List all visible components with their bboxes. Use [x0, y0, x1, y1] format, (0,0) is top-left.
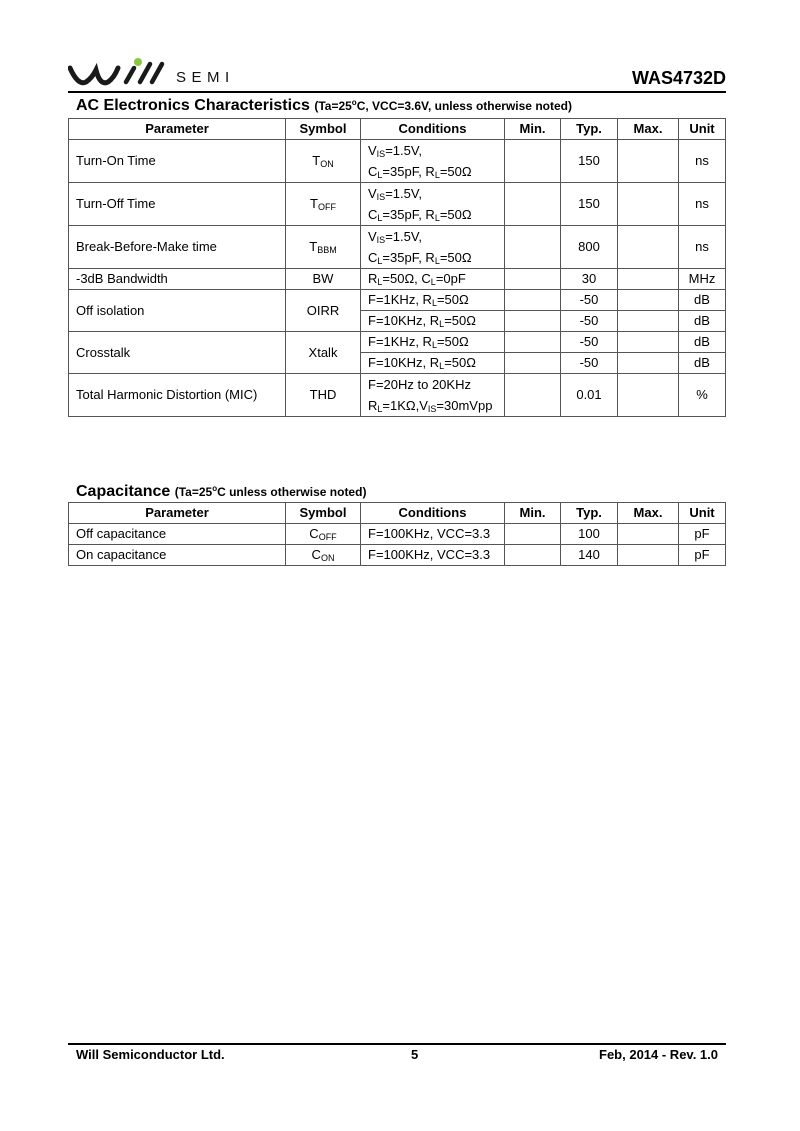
table-row — [69, 183, 726, 226]
min-cell — [505, 269, 561, 290]
typ-cell: 0.01 — [561, 374, 618, 417]
col-header: Max. — [618, 119, 679, 140]
max-cell — [618, 545, 679, 566]
table-header-row — [69, 503, 726, 524]
typ-cell: 30 — [561, 269, 618, 290]
symbol-cell: $C_{OFF}$ — [286, 524, 361, 545]
conditions-cell: $V_{IS}=1.5V$, $C_L=35pF$, $R_L=50\Omega$ — [361, 183, 505, 226]
param-cell: Crosstalk — [69, 332, 286, 374]
typ-cell: 140 — [561, 545, 618, 566]
document-id: WAS4732D — [631, 68, 726, 88]
col-header: Typ. — [561, 119, 618, 140]
symbol-cell: OIRR — [286, 290, 361, 332]
param-cell: Break-Before-Make time — [69, 226, 286, 269]
col-header: Max. — [618, 503, 679, 524]
col-header: Conditions — [361, 503, 505, 524]
col-header: Typ. — [561, 503, 618, 524]
conditions-cell: F=1KHz, $R_L=50\Omega$ — [361, 290, 505, 311]
conditions-cell: $V_{IS}=1.5V$, $C_L=35pF$, $R_L=50\Omega$ — [361, 226, 505, 269]
symbol-cell: $C_{ON}$ — [286, 545, 361, 566]
symbol-cell: $T_{OFF}$ — [286, 183, 361, 226]
col-header: Unit — [679, 503, 726, 524]
min-cell — [505, 374, 561, 417]
typ-cell: -50 — [561, 290, 618, 311]
typ-cell: 800 — [561, 226, 618, 269]
symbol-cell: $T_{ON}$ — [286, 140, 361, 183]
conditions-cell: F=1KHz, $R_L=50\Omega$ — [361, 332, 505, 353]
param-cell: Off isolation — [69, 290, 286, 332]
param-cell: On capacitance — [69, 545, 286, 566]
symbol-cell: $T_{BBM}$ — [286, 226, 361, 269]
footer-page-number: 5 — [411, 1047, 419, 1062]
conditions-cell: F=10KHz, $R_L=50\Omega$ — [361, 353, 505, 374]
unit-cell: ns — [679, 140, 726, 183]
footer-rule — [68, 1043, 726, 1045]
conditions-cell: F=100KHz, VCC=3.3 — [361, 524, 505, 545]
table-header-row — [69, 119, 726, 140]
typ-cell: -50 — [561, 353, 618, 374]
unit-cell: dB — [679, 311, 726, 332]
max-cell — [618, 269, 679, 290]
table-row — [69, 524, 726, 545]
min-cell — [505, 332, 561, 353]
max-cell — [618, 311, 679, 332]
param-cell: Off capacitance — [69, 524, 286, 545]
unit-cell: pF — [679, 524, 726, 545]
param-cell: -3dB Bandwidth — [69, 269, 286, 290]
typ-cell: -50 — [561, 311, 618, 332]
conditions-cell: F=10KHz, $R_L=50\Omega$ — [361, 311, 505, 332]
col-header: Min. — [505, 119, 561, 140]
min-cell — [505, 545, 561, 566]
min-cell — [505, 311, 561, 332]
footer-revision: Feb, 2014 - Rev. 1.0 — [599, 1047, 718, 1062]
max-cell — [618, 290, 679, 311]
max-cell — [618, 524, 679, 545]
table-row — [69, 140, 726, 183]
unit-cell: dB — [679, 353, 726, 374]
unit-cell: % — [679, 374, 726, 417]
symbol-cell: BW — [286, 269, 361, 290]
capacitance-section-title: Capacitance ($Ta=25^oC$ unless otherwise noted) — [76, 483, 367, 500]
table-row — [69, 290, 726, 311]
min-cell — [505, 524, 561, 545]
max-cell — [618, 226, 679, 269]
table-row — [69, 226, 726, 269]
max-cell — [618, 353, 679, 374]
col-header: Unit — [679, 119, 726, 140]
min-cell — [505, 183, 561, 226]
conditions-cell: F=100KHz, VCC=3.3 — [361, 545, 505, 566]
typ-cell: 100 — [561, 524, 618, 545]
col-header: Parameter — [69, 119, 286, 140]
ac-characteristics-table — [68, 118, 726, 417]
symbol-cell: THD — [286, 374, 361, 417]
col-header: Symbol — [286, 119, 361, 140]
max-cell — [618, 332, 679, 353]
max-cell — [618, 183, 679, 226]
unit-cell: dB — [679, 290, 726, 311]
min-cell — [505, 353, 561, 374]
max-cell — [618, 140, 679, 183]
footer-company: Will Semiconductor Ltd. — [76, 1047, 225, 1062]
conditions-cell: F=20Hz to 20KHz $R_L=1K\Omega,V_{IS}=30mVpp$ — [361, 374, 505, 417]
table-row — [69, 545, 726, 566]
typ-cell: 150 — [561, 183, 618, 226]
conditions-cell: $V_{IS}=1.5V$, $C_L=35pF$, $R_L=50\Omega$ — [361, 140, 505, 183]
capacitance-table — [68, 502, 726, 566]
unit-cell: ns — [679, 183, 726, 226]
unit-cell: MHz — [679, 269, 726, 290]
unit-cell: pF — [679, 545, 726, 566]
param-cell: Total Harmonic Distortion (MIC) — [69, 374, 286, 417]
brand-text: SEMI — [176, 69, 235, 86]
max-cell — [618, 374, 679, 417]
col-header: Min. — [505, 503, 561, 524]
param-cell: Turn-On Time — [69, 140, 286, 183]
param-cell: Turn-Off Time — [69, 183, 286, 226]
typ-cell: 150 — [561, 140, 618, 183]
symbol-cell: Xtalk — [286, 332, 361, 374]
min-cell — [505, 226, 561, 269]
table-row — [69, 374, 726, 417]
col-header: Conditions — [361, 119, 505, 140]
header-rule — [68, 91, 726, 93]
page-header — [68, 52, 726, 96]
table-row — [69, 269, 726, 290]
typ-cell: -50 — [561, 332, 618, 353]
table-row — [69, 332, 726, 353]
min-cell — [505, 290, 561, 311]
unit-cell: ns — [679, 226, 726, 269]
col-header: Symbol — [286, 503, 361, 524]
unit-cell: dB — [679, 332, 726, 353]
min-cell — [505, 140, 561, 183]
conditions-cell: $R_L=50\Omega$, $C_L=0pF$ — [361, 269, 505, 290]
ac-section-title: AC Electronics Characteristics ($Ta=25^oC$, VCC=3.6V, unless otherwise noted) — [76, 97, 572, 114]
will-semi-logo — [68, 56, 268, 90]
col-header: Parameter — [69, 503, 286, 524]
